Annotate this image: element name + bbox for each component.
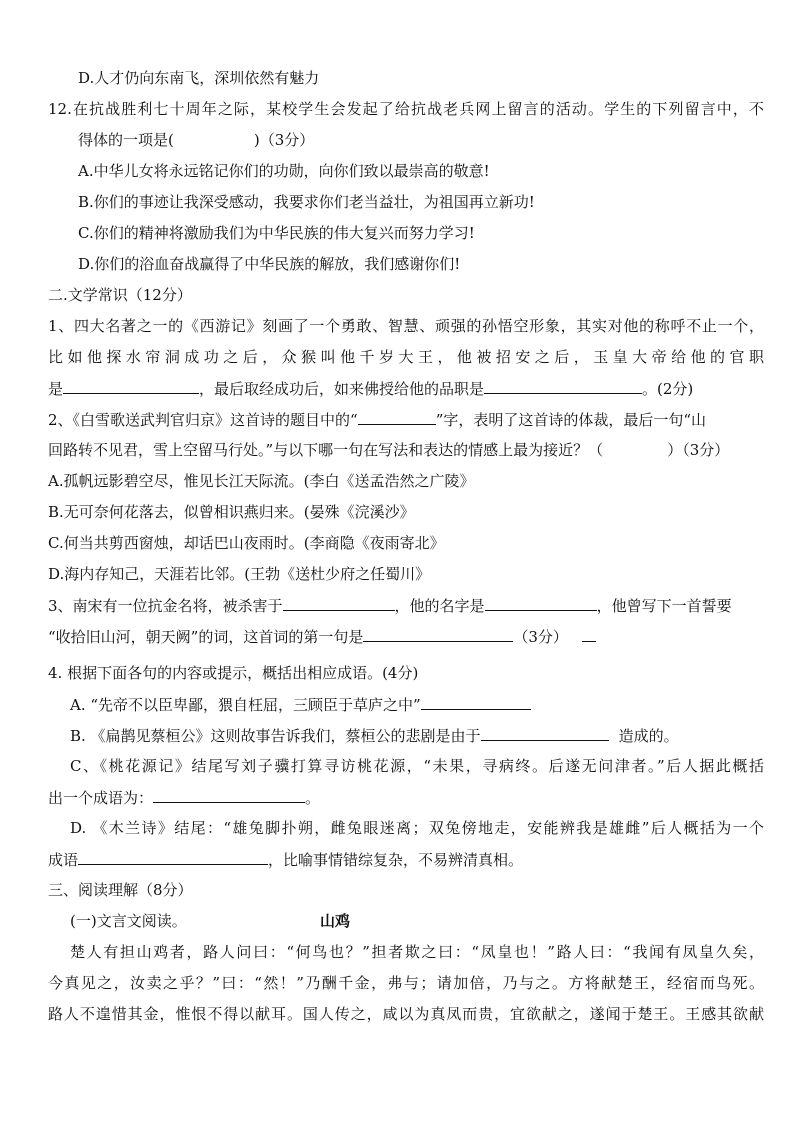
s2-q2-line2	[48, 439, 729, 461]
s3-passage-title: 山鸡	[320, 912, 351, 930]
s2-q4-d-text-b: ，比喻事情错综复杂，不易辨清真相。	[268, 851, 524, 869]
s2-q1-blank-1[interactable]	[63, 377, 199, 394]
q12-stem-line1: 12.在抗战胜利七十周年之际，某校学生会发起了给抗战老兵网上留言的活动。学生的下列留言中，不	[48, 100, 764, 118]
s3-passage-line3: 路人不遑惜其金，惟恨不得以献耳。国人传之，咸以为真凤而贵，宜欲献之，遂闻于楚王。王感其欲献	[48, 1005, 764, 1023]
s3-passage-line1: 楚人有担山鸡者，路人问曰：“何鸟也？”担者欺之曰：“凤皇也！”路人曰：“我闻有凤皇久矣，	[70, 943, 764, 961]
s2-q4-c-blank[interactable]	[153, 786, 305, 803]
s2-q4-b-text-a: B. 《扁鹊见蔡桓公》这则故事告诉我们，蔡桓公的悲剧是由于	[70, 727, 481, 745]
s2-q1-text-b: ，最后取经成功后，如来佛授给他的品职是	[199, 380, 485, 398]
s2-q4-d-line2	[48, 848, 523, 870]
s2-q4-b-blank[interactable]	[481, 724, 609, 741]
s2-q4-b-line	[70, 724, 679, 746]
q12-option-b: B.你们的事迹让我深受感动，我要求你们老当益壮，为祖国再立新功!	[78, 193, 535, 211]
s2-q3-blank-3[interactable]	[363, 625, 513, 642]
s2-q4-d-line1: D. 《木兰诗》结尾：“雄兔脚扑朔，雌兔眼迷离；双兔傍地走，安能辨我是雄雌”后人概括为一个	[70, 819, 764, 837]
s2-q3-text-b: ，他的名字是	[394, 597, 485, 615]
s2-q1-text-a: 是	[48, 380, 64, 398]
s2-q2-text-b: ”字，表明了这首诗的体裁，最后一句“山	[435, 411, 707, 429]
s2-q3-line2	[48, 625, 596, 647]
s2-q4-d-blank[interactable]	[78, 848, 268, 865]
s2-q4-a-line	[70, 693, 531, 715]
s2-q3-text-a: 3、南宋有一位抗金名将，被杀害于	[48, 597, 283, 615]
s2-q4-a-text: A. “先帝不以臣卑鄙，猥自枉屈，三顾臣于草庐之中”	[70, 696, 421, 714]
s2-q2-blank-1[interactable]	[358, 408, 436, 425]
s2-q1-line3	[48, 377, 693, 399]
s2-q2-option-b: B.无可奈何花落去，似曾相识燕归来。(晏殊《浣溪沙》	[48, 503, 415, 521]
s2-q4-c-text-b: 。	[305, 789, 321, 807]
q12-stem-text-a: 得体的一项是(	[78, 131, 174, 149]
s2-q3-blank-1[interactable]	[283, 594, 395, 611]
s2-q2-option-a: A.孤帆远影碧空尽，惟见长江天际流。(李白《送孟浩然之广陵》	[48, 472, 475, 490]
q12-stem-line2	[78, 129, 314, 151]
section3-title: 三、阅读理解（8分）	[48, 881, 193, 899]
s2-q2-text-d: ）（3分）	[667, 441, 730, 459]
s2-q4-a-blank[interactable]	[421, 693, 531, 710]
s2-q3-blank-2[interactable]	[485, 594, 597, 611]
s2-q3-text-c: ，他曾写下一首誓要	[596, 597, 732, 615]
s2-q2-text-c: 回路转不见君，雪上空留马行处。”与以下哪一句在写法和表达的情感上最为接近？（	[48, 441, 604, 459]
q12-option-d: D.你们的浴血奋战赢得了中华民族的解放，我们感谢你们!	[78, 255, 461, 273]
s2-q3-blank-4[interactable]	[582, 625, 596, 642]
s2-q4-c-line2	[48, 786, 320, 808]
section2-title: 二.文学常识（12分）	[48, 286, 192, 304]
s2-q2-line1	[48, 408, 706, 430]
s2-q4-b-text-b: 造成的。	[618, 727, 679, 745]
s2-q3-line1	[48, 594, 732, 616]
q12-stem-text-b: )（3分）	[253, 131, 315, 149]
q12-option-a: A.中华儿女将永远铭记你们的功勋，向你们致以最崇高的敬意!	[78, 162, 490, 180]
s2-q1-line1: 1、四大名著之一的《西游记》刻画了一个勇敢、智慧、顽强的孙悟空形象，其实对他的称呼不止一个，	[48, 317, 764, 335]
q12-option-c: C.你们的精神将激励我们为中华民族的伟大复兴而努力学习!	[78, 224, 475, 242]
s2-q4-stem: 4. 根据下面各句的内容或提示，概括出相应成语。(4分)	[48, 664, 419, 682]
s2-q4-d-text-a: 成语	[48, 851, 79, 869]
s2-q4-c-text-a: 出一个成语为：	[48, 789, 154, 807]
s2-q1-line2: 比如他探水帘洞成功之后，众猴叫他千岁大王，他被招安之后，玉皇大帝给他的官职	[48, 348, 764, 366]
s3-passage-line2: 今真见之，汝卖之乎？”曰：“然！”乃酬千金，弗与；请加倍，乃与之。方将献楚王，经宿而鸟死。	[48, 974, 764, 992]
s2-q4-c-line1: C、《桃花源记》结尾写刘子骥打算寻访桃花源，“未果，寻病终。后遂无问津者。”后人据此概括	[70, 757, 764, 775]
s2-q2-option-c: C.何当共剪西窗烛，却话巴山夜雨时。(李商隐《夜雨寄北》	[48, 534, 445, 552]
s3-sub1: (一)文言文阅读。	[70, 912, 187, 930]
s2-q2-option-d: D.海内存知己，天涯若比邻。(王勃《送杜少府之任蜀川》	[48, 565, 431, 583]
s2-q3-text-e: （3分）	[513, 628, 568, 646]
s2-q1-blank-2[interactable]	[484, 377, 642, 394]
q11-option-d: D.人才仍向东南飞，深圳依然有魅力	[78, 69, 320, 87]
s2-q3-text-d: “收拾旧山河，朝天阙”的词，这首词的第一句是	[48, 628, 364, 646]
s2-q1-text-c: 。(2分)	[642, 380, 694, 398]
s2-q2-text-a: 2、《白雪歌送武判官归京》这首诗的题目中的“	[48, 411, 358, 429]
